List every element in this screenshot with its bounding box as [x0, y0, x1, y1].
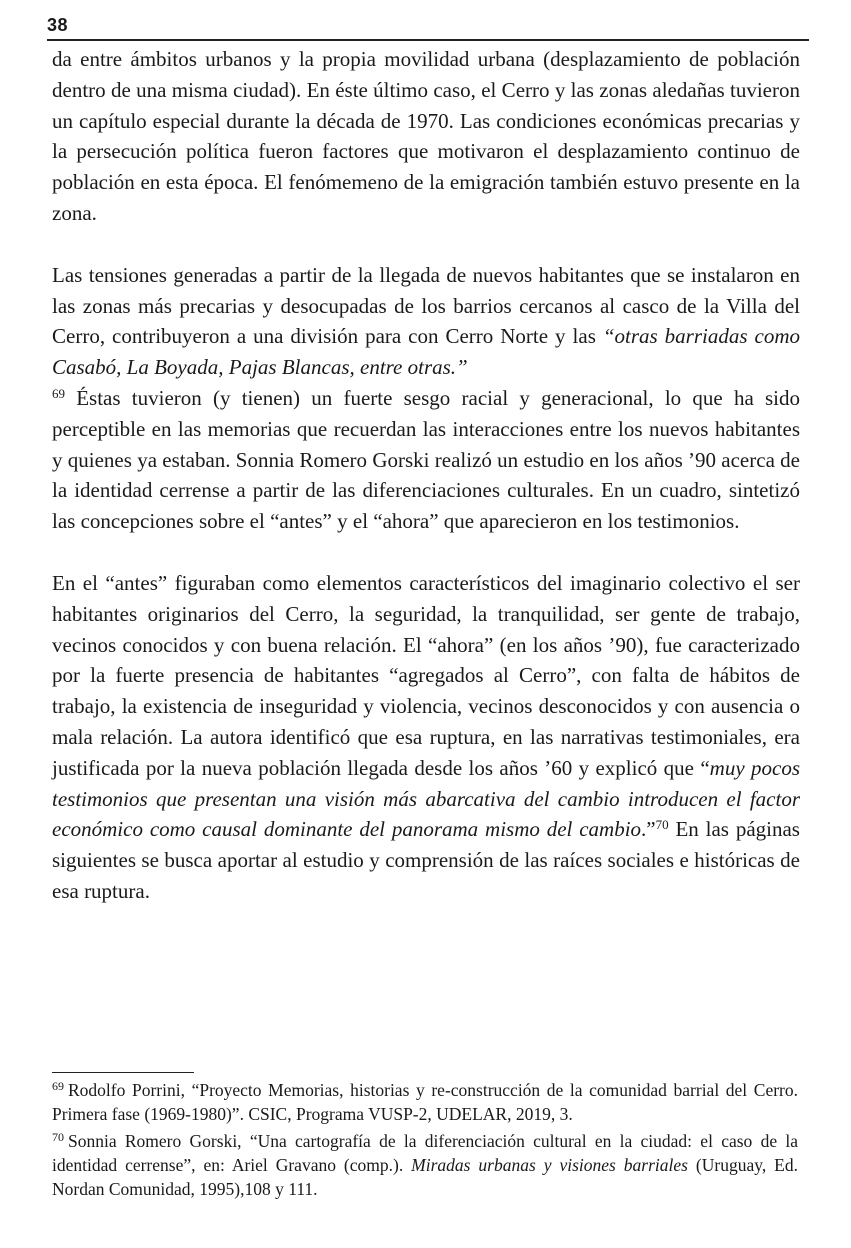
paragraph-1-text: da entre ámbitos urbanos y la propia movilidad urbana (desplazamiento de población dentro de una misma ciudad). En éste último caso, el Cerro y las zonas aledañas tuvieron un capítulo especial durante la década de 1970. Las condiciones económicas precarias y la persecución política fueron factores que motivaron el desplazamiento continuo de población en esta época. El fenómemeno de la emigración también estuvo presente en la zona. — [52, 47, 800, 225]
footnote-69-number: 69 — [52, 1079, 64, 1093]
footnote-70-number: 70 — [52, 1130, 64, 1144]
paragraph-3-text-b: En las páginas siguientes se busca aportar al estudio y comprensión de las raíces sociales e históricas de esa ruptura. — [52, 817, 800, 903]
paragraph-2 — [52, 260, 800, 537]
footnote-70-text-b: (Uruguay, Ed. Nordan Comunidad, 1995),108 y 111. — [52, 1155, 798, 1199]
quotation-italic: “otras barriadas como Casabó, La Boyada, Pajas Blancas, entre otras.” — [52, 324, 800, 380]
footnote-ref-69: 69 — [52, 385, 65, 401]
footnote-70-text-a: Sonnia Romero Gorski, “Una cartografía de la diferenciación cultural en la ciudad: el caso de la identidad cerrense”, en: Ariel Gravano (comp.). — [52, 1131, 798, 1175]
footnote-69 — [52, 1078, 798, 1126]
paragraph-2-text-b: Éstas tuvieron (y tienen) un fuerte sesgo racial y generacional, lo que ha sido perceptible en las memorias que recuerdan las interacciones entre los nuevos habitantes y quienes ya estaban. Sonnia Romero Gorski realizó un estudio en los años ’90 acerca de la identidad cerrense a partir de las diferenciaciones culturales. En un cuadro, sintetizó las concepciones sobre el “antes” y el “ahora” que aparecieron en los testimonios. — [52, 385, 800, 534]
page-number: 38 — [47, 15, 69, 35]
footnote-separator — [52, 1072, 194, 1073]
quotation-italic: muy pocos testimonios que presentan una visión más abarcativa del cambio introducen el factor económico como causal dominante del panorama mismo del cambio — [52, 755, 800, 842]
main-text — [52, 44, 800, 938]
footnotes — [52, 1078, 798, 1204]
paragraph-2-text-a: Las tensiones generadas a partir de la llegada de nuevos habitantes que se instalaron en las zonas más precarias y desocupadas de los barrios cercanos al casco de la Villa del Cerro, contribuyeron a una división para con Cerro Norte y las — [52, 262, 800, 349]
header-rule — [47, 39, 809, 41]
paragraph-3-text-a: En el “antes” figuraban como elementos característicos del imaginario colectivo el ser habitantes originarios del Cerro, la seguridad, la tranquilidad, ser gente de trabajo, vecinos conocidos y con buena relación. El “ahora” (en los años ’90), fue caracterizado por la fuerte presencia de habitantes “agregados al Cerro”, con falta de hábitos de trabajo, la existencia de inseguridad y violencia, vecinos desconocidos y con ausencia o mala relación. La autora identificó que esa ruptura, en las narrativas testimoniales, era justificada por la nueva población llegada desde los años ’60 y explicó que “ — [52, 570, 800, 780]
quotation-close: .” — [641, 817, 656, 842]
footnote-70 — [52, 1129, 798, 1201]
footnote-69-text: Rodolfo Porrini, “Proyecto Memorias, historias y re-construcción de la comunidad barrial del Cerro. Primera fase (1969-1980)”. CSIC, Programa VUSP-2, UDELAR, 2019, 3. — [52, 1080, 798, 1124]
footnote-70-book-title: Miradas urbanas y visiones barriales — [411, 1155, 688, 1175]
footnote-ref-70: 70 — [655, 817, 669, 833]
paragraph-3 — [52, 568, 800, 907]
paragraph-1 — [52, 44, 800, 229]
